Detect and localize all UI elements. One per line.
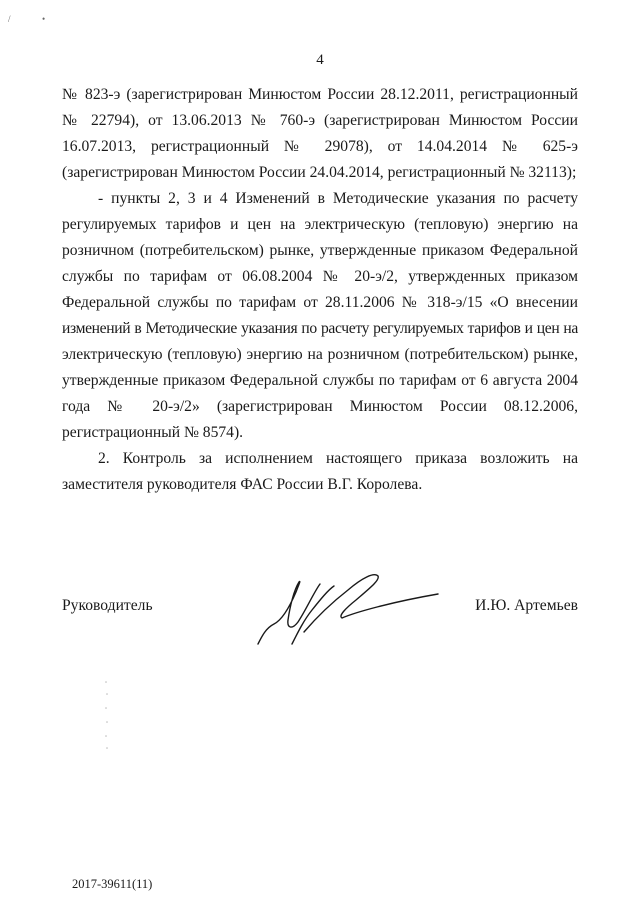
text-line: регулируемых тарифов и цен на электрическую (тепловую) энергию на xyxy=(62,216,578,233)
signatory-title: Руководитель xyxy=(62,597,153,614)
text-line: заместителя руководителя ФАС России В.Г. Королева. xyxy=(62,476,423,493)
text-line: года № 20-э/2» (зарегистрирован Минюстом России 08.12.2006, xyxy=(62,398,578,415)
text-line: электрическую (тепловую) энергию на розничном (потребительском) рынке, xyxy=(62,346,578,363)
page-number: 4 xyxy=(316,52,324,68)
text-line: изменений в Методические указания по расчету регулируемых тарифов и цен на xyxy=(62,320,578,337)
signatory-name: И.Ю. Артемьев xyxy=(475,597,578,614)
text-line: утвержденные приказом Федеральной службы по тарифам от 6 августа 2004 xyxy=(62,372,578,389)
paragraph-registration-continued xyxy=(62,82,578,186)
text-line: - пункты 2, 3 и 4 Изменений в Методические указания по расчету xyxy=(98,190,578,207)
text-line: № 22794), от 13.06.2013 № 760-э (зарегистрирован Минюстом России xyxy=(62,112,578,129)
paragraph-items-2-3-4 xyxy=(62,186,578,446)
scan-dots-artifact xyxy=(104,680,110,750)
text-line: розничном (потребительском) рынке, утвержденные приказом Федеральной xyxy=(62,242,578,259)
paragraph-control xyxy=(62,446,578,498)
document-code: 2017-39611(11) xyxy=(72,877,153,891)
document-body xyxy=(62,82,578,498)
signature-block xyxy=(62,597,578,637)
text-line: № 823-э (зарегистрирован Минюстом России 28.12.2011, регистрационный xyxy=(62,86,578,103)
scan-artifact-dot: • xyxy=(42,14,46,24)
text-line: (зарегистрирован Минюстом России 24.04.2014, регистрационный № 32113); xyxy=(62,164,577,181)
text-line: службы по тарифам от 06.08.2004 № 20-э/2, утвержденных приказом xyxy=(62,268,578,285)
text-line: Федеральной службы по тарифам от 28.11.2006 № 318-э/15 «О внесении xyxy=(62,294,578,311)
text-line: 2. Контроль за исполнением настоящего приказа возложить на xyxy=(98,450,578,467)
scan-artifact-mark: / xyxy=(8,14,11,24)
text-line: 16.07.2013, регистрационный № 29078), от 14.04.2014 № 625-э xyxy=(62,138,578,155)
text-line: регистрационный № 8574). xyxy=(62,424,244,441)
